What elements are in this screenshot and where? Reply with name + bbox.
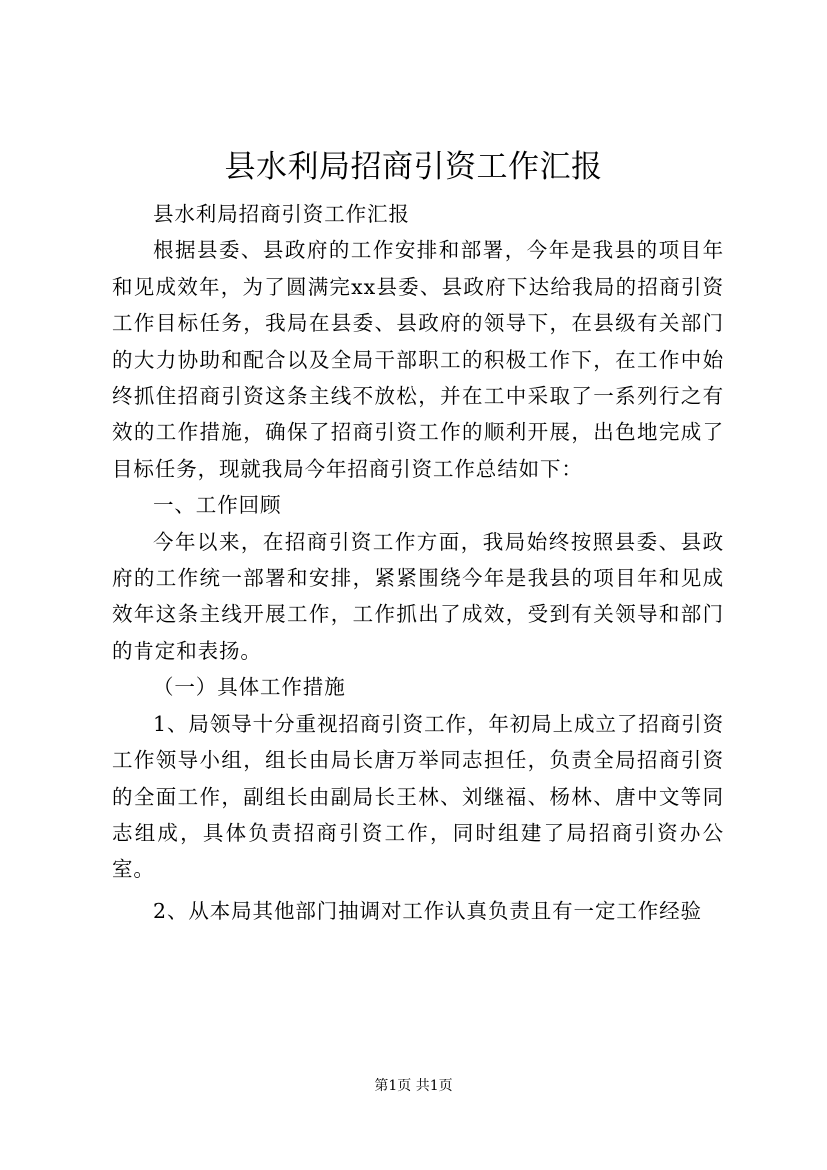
section-heading-review: 一、工作回顾 <box>153 493 282 518</box>
paragraph-intro: 根据县委、县政府的工作安排和部署，今年是我县的项目年和见成效年，为了圆满完xx县委、县政府下达给我局的招商引资工作目标任务，我局在县委、县政府的领导下，在县级有关部门的大力协助和配合以及全局干部职工的积极工作下，在工作中始终抓住招商引资这条主线不放松，并在工中采取了一系列行之有效的工作措施，确保了招商引资工作的顺利开展，出色地完成了目标任务，现就我局今年招商引资工作总结如下： <box>112 238 724 481</box>
paragraph-subtitle: 县水利局招商引资工作汇报 <box>153 202 410 226</box>
document-body <box>112 196 724 929</box>
document-title: 县水利局招商引资工作汇报 <box>224 149 603 185</box>
subsection-heading-measures: （一）具体工作措施 <box>153 675 346 700</box>
paragraph-measure-2: 2、从本局其他部门抽调对工作认真负责且有一定工作经验 <box>153 898 702 923</box>
page-footer: 第1页 共1页 <box>374 1078 453 1094</box>
paragraph-review: 今年以来，在招商引资工作方面，我局始终按照县委、县政府的工作统一部署和安排，紧紧围绕今年是我县的项目年和见成效年这条主线开展工作，工作抓出了成效，受到有关领导和部门的肯定和表扬。 <box>112 529 724 663</box>
paragraph-measure-1: 1、局领导十分重视招商引资工作，年初局上成立了招商引资工作领导小组，组长由局长唐万举同志担任，负责全局招商引资的全面工作，副组长由副局长王林、刘继福、杨林、唐中文等同志组成，具体负责招商引资工作，同时组建了局招商引资办公室。 <box>112 711 724 882</box>
